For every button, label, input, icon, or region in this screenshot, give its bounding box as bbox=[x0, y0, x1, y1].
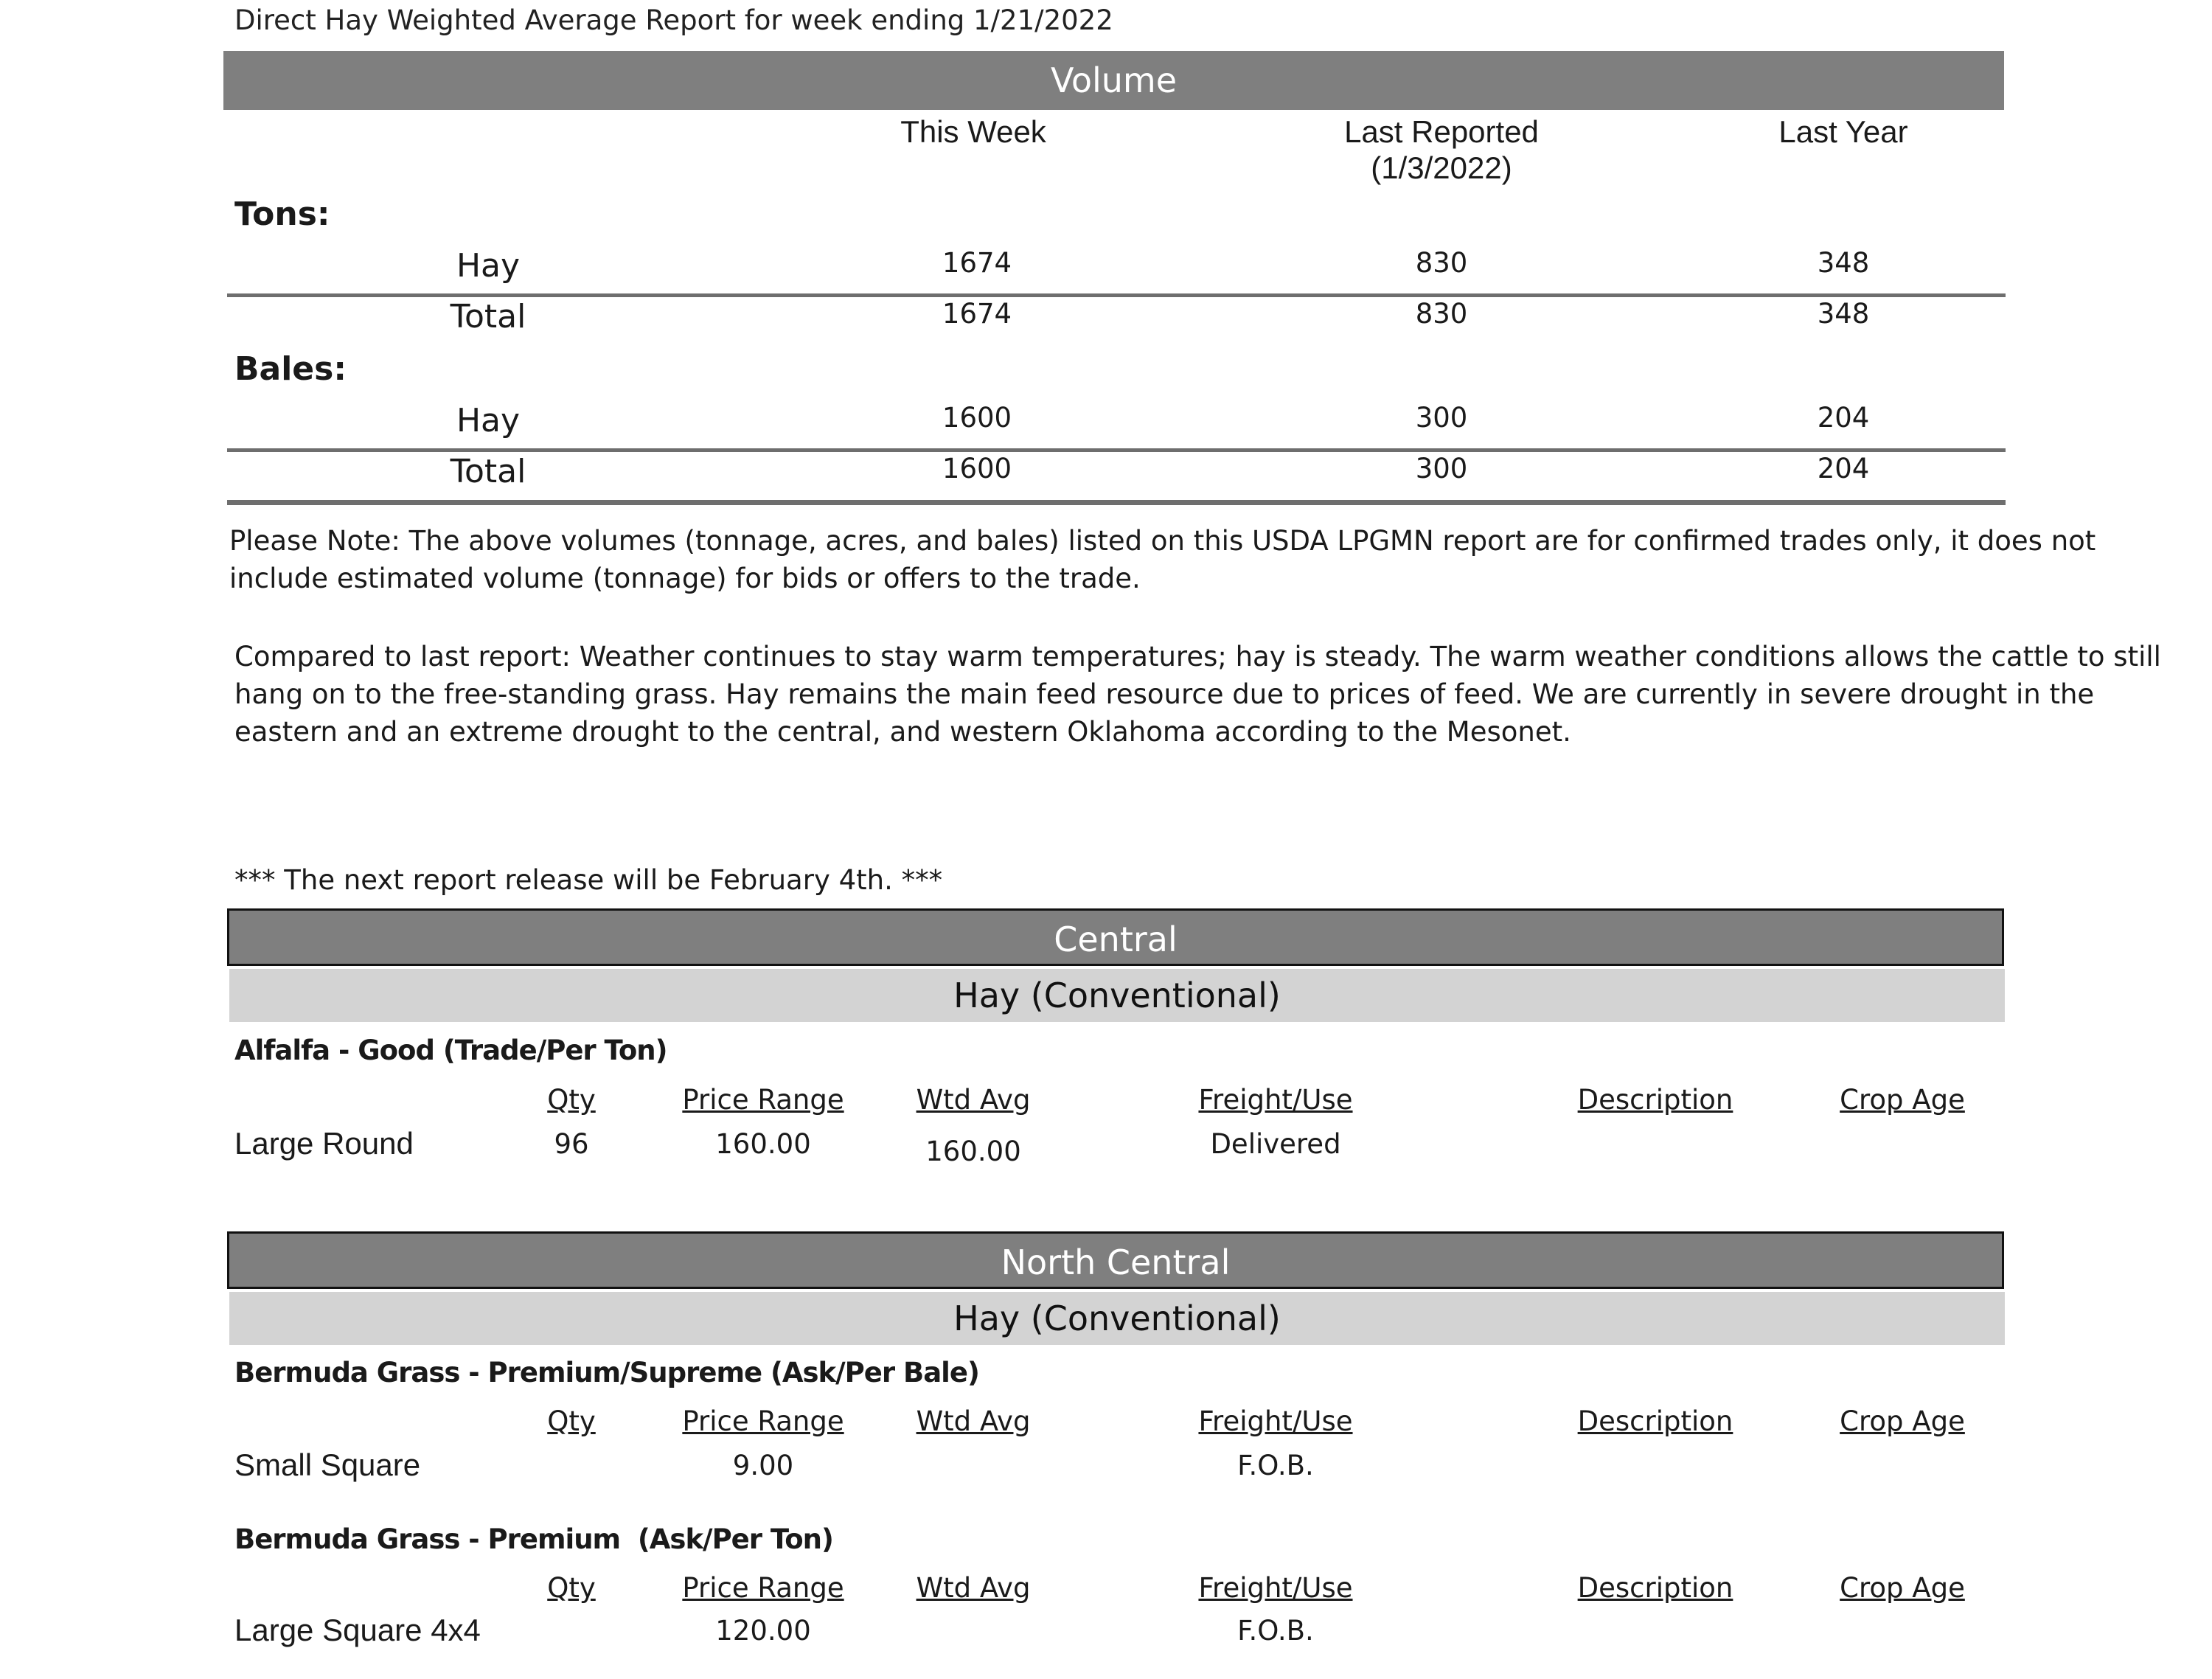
market-comparison-line-3: eastern and an extreme drought to the central, and western Oklahoma according to the Mesonet. bbox=[234, 716, 1571, 748]
col-crop-age: Crop Age bbox=[1840, 1084, 1965, 1116]
col-freight-use: Freight/Use bbox=[1198, 1572, 1353, 1604]
volume-bottom-border bbox=[227, 500, 2006, 505]
col-wtd-avg: Wtd Avg bbox=[916, 1084, 1031, 1116]
bales-total-this-week: 1600 bbox=[942, 453, 1012, 484]
col-this-week: This Week bbox=[900, 114, 1046, 149]
volume-note-line-1: Please Note: The above volumes (tonnage, acres, and bales) listed on this USDA LPGMN report are for confirmed trades only, it does not bbox=[229, 525, 2096, 557]
col-price-range: Price Range bbox=[682, 1572, 844, 1604]
col-freight-use: Freight/Use bbox=[1198, 1405, 1353, 1437]
category-bermuda-premium-supreme: Bermuda Grass - Premium/Supreme (Ask/Per Bale) bbox=[234, 1357, 979, 1388]
col-freight-use: Freight/Use bbox=[1198, 1084, 1353, 1116]
next-release-note: *** The next report release will be February 4th. *** bbox=[234, 864, 943, 896]
tons-hay-this-week: 1674 bbox=[942, 247, 1012, 279]
col-crop-age: Crop Age bbox=[1840, 1572, 1965, 1604]
price-large-round: 160.00 bbox=[715, 1128, 811, 1160]
category-bermuda-premium: Bermuda Grass - Premium (Ask/Per Ton) bbox=[234, 1523, 833, 1555]
qty-large-round: 96 bbox=[554, 1128, 589, 1160]
bales-hay-last-reported: 300 bbox=[1415, 402, 1468, 434]
price-small-square: 9.00 bbox=[732, 1450, 794, 1481]
volume-note bbox=[229, 522, 2096, 597]
commodity-header-north-central bbox=[229, 1292, 2005, 1345]
col-last-reported: Last Reported bbox=[1344, 114, 1539, 149]
category-alfalfa-good: Alfalfa - Good (Trade/Per Ton) bbox=[234, 1035, 667, 1066]
bales-total-last-reported: 300 bbox=[1415, 453, 1468, 484]
col-price-range: Price Range bbox=[682, 1405, 844, 1437]
col-description: Description bbox=[1577, 1405, 1733, 1437]
col-crop-age: Crop Age bbox=[1840, 1405, 1965, 1437]
tons-total-this-week: 1674 bbox=[942, 298, 1012, 330]
bales-hay-label: Hay bbox=[456, 402, 521, 439]
region-name-central: Central bbox=[1054, 920, 1178, 959]
region-header-central bbox=[227, 908, 2004, 966]
col-qty: Qty bbox=[547, 1084, 596, 1116]
freight-large-round: Delivered bbox=[1210, 1128, 1341, 1160]
region-name-north-central: North Central bbox=[1001, 1242, 1231, 1282]
freight-large-square-4x4: F.O.B. bbox=[1237, 1615, 1314, 1647]
bales-total-label: Total bbox=[450, 453, 526, 490]
tons-divider bbox=[227, 293, 2006, 297]
col-qty: Qty bbox=[547, 1572, 596, 1604]
market-comparison bbox=[234, 638, 2161, 751]
tons-hay-last-year: 348 bbox=[1817, 247, 1870, 279]
bales-divider bbox=[227, 448, 2006, 452]
commodity-name-central: Hay (Conventional) bbox=[953, 976, 1281, 1015]
col-description: Description bbox=[1577, 1084, 1733, 1116]
col-last-year: Last Year bbox=[1778, 114, 1908, 149]
wtdavg-large-round: 160.00 bbox=[925, 1136, 1021, 1167]
col-last-reported-date: (1/3/2022) bbox=[1371, 150, 1512, 185]
tons-total-last-reported: 830 bbox=[1415, 298, 1468, 330]
market-comparison-line-2: hang on to the free-standing grass. Hay remains the main feed resource due to prices of feed. We are currently in severe drought in the bbox=[234, 678, 2095, 710]
product-large-square-4x4: Large Square 4x4 bbox=[234, 1613, 481, 1647]
tons-hay-last-reported: 830 bbox=[1415, 247, 1468, 279]
product-large-round: Large Round bbox=[234, 1126, 414, 1161]
tons-total-label: Total bbox=[450, 298, 526, 336]
col-description: Description bbox=[1577, 1572, 1733, 1604]
col-wtd-avg: Wtd Avg bbox=[916, 1405, 1031, 1437]
tons-label: Tons: bbox=[234, 195, 330, 233]
region-header-north-central bbox=[227, 1231, 2004, 1289]
report-title: Direct Hay Weighted Average Report for week ending 1/21/2022 bbox=[234, 4, 1113, 36]
volume-note-line-2: include estimated volume (tonnage) for bids or offers to the trade. bbox=[229, 563, 1141, 594]
bales-hay-this-week: 1600 bbox=[942, 402, 1012, 434]
tons-total-last-year: 348 bbox=[1817, 298, 1870, 330]
col-wtd-avg: Wtd Avg bbox=[916, 1572, 1031, 1604]
commodity-header-central bbox=[229, 969, 2005, 1022]
freight-small-square: F.O.B. bbox=[1237, 1450, 1314, 1481]
product-small-square: Small Square bbox=[234, 1447, 421, 1482]
tons-hay-label: Hay bbox=[456, 247, 521, 285]
bales-label: Bales: bbox=[234, 350, 347, 388]
bales-hay-last-year: 204 bbox=[1817, 402, 1870, 434]
commodity-name-north-central: Hay (Conventional) bbox=[953, 1299, 1281, 1338]
market-comparison-line-1: Compared to last report: Weather continues to stay warm temperatures; hay is steady. The warm weather conditions allows the cattle to still bbox=[234, 641, 2161, 672]
col-price-range: Price Range bbox=[682, 1084, 844, 1116]
volume-header-label: Volume bbox=[1050, 60, 1178, 100]
price-large-square-4x4: 120.00 bbox=[715, 1615, 811, 1647]
bales-total-last-year: 204 bbox=[1817, 453, 1870, 484]
col-qty: Qty bbox=[547, 1405, 596, 1437]
volume-header bbox=[223, 51, 2004, 110]
